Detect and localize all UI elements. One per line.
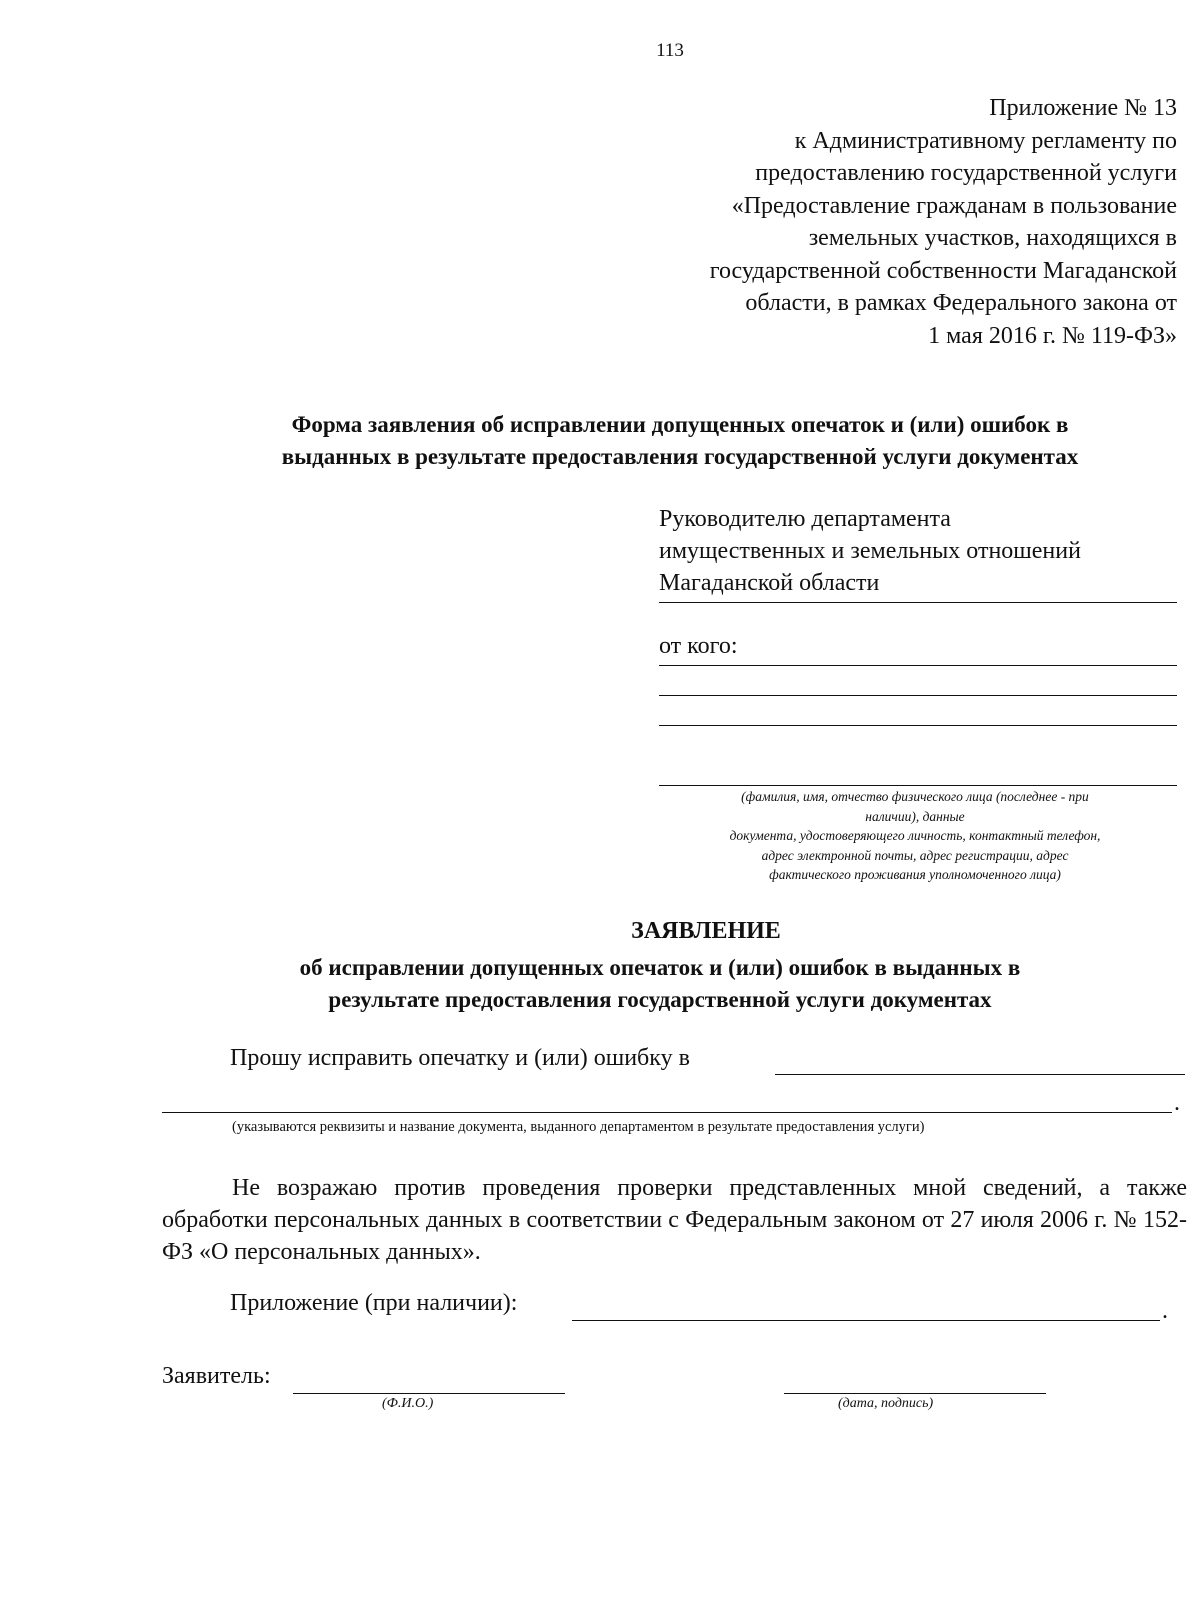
request-caption: (указываются реквизиты и название документа, выданного департаментом в результате предоставления услуги) — [232, 1119, 925, 1135]
form-title-line: выданных в результате предоставления государственной услуги документах — [281, 444, 1079, 469]
appendix-line: государственной собственности Магаданской — [709, 257, 1177, 284]
statement-subtitle-line: результате предоставления государственной услуги документах — [328, 987, 992, 1012]
attachment-period: . — [1162, 1298, 1168, 1324]
request-text: Прошу исправить опечатку и (или) ошибку в — [230, 1045, 690, 1071]
sender-caption-line: адрес электронной почты, адрес регистрации, адрес — [761, 847, 1069, 863]
addressee-line: Магаданской области — [659, 570, 880, 596]
request-blank-line[interactable] — [162, 1112, 1172, 1113]
addressee-line: Руководителю департамента — [659, 506, 951, 532]
sender-blank-line[interactable] — [659, 785, 1177, 786]
page-number: 113 — [656, 40, 684, 61]
statement-subtitle-line: об исправлении допущенных опечаток и (или) ошибок в выданных в — [299, 955, 1021, 980]
sender-blank-line[interactable] — [659, 725, 1177, 726]
sender-caption — [660, 787, 1170, 885]
attachment-blank-line[interactable] — [572, 1320, 1160, 1321]
appendix-line: предоставлению государственной услуги — [755, 160, 1177, 186]
sender-caption-line: наличии), данные — [865, 808, 965, 824]
appendix-line: земельных участков, находящихся в — [808, 225, 1177, 251]
addressee-blank-line[interactable] — [659, 602, 1177, 603]
applicant-name-line[interactable] — [293, 1393, 565, 1394]
statement-title: ЗАЯВЛЕНИЕ — [631, 918, 781, 944]
applicant-label: Заявитель: — [162, 1363, 271, 1389]
applicant-signature-line[interactable] — [784, 1393, 1046, 1394]
sender-blank-line[interactable] — [659, 695, 1177, 696]
attachment-label: Приложение (при наличии): — [230, 1290, 518, 1316]
request-period: . — [1174, 1090, 1180, 1116]
appendix-line: к Административному регламенту по — [794, 127, 1177, 154]
sender-blank-line[interactable] — [659, 665, 1177, 666]
form-title — [160, 409, 1200, 473]
consent-paragraph: Не возражаю против проведения проверки представленных мной сведений, а также обработки персональных данных в соответствии с Федеральным законом от 27 июля 2006 г. № 152-ФЗ «О персональных данных». — [162, 1175, 1187, 1265]
request-blank-line[interactable] — [775, 1074, 1185, 1075]
appendix-line: области, в рамках Федерального закона от — [745, 290, 1177, 316]
sender-caption-line: фактического проживания уполномоченного лица) — [769, 867, 1061, 882]
sender-caption-line: (фамилия, имя, отчество физического лица (последнее - при — [741, 789, 1089, 804]
form-title-line: Форма заявления об исправлении допущенных опечаток и (или) ошибок в — [291, 412, 1069, 437]
appendix-line: 1 мая 2016 г. № 119-ФЗ» — [928, 322, 1177, 349]
fio-caption: (Ф.И.О.) — [382, 1396, 434, 1411]
appendix-header — [537, 92, 1177, 352]
addressee-line: имущественных и земельных отношений — [659, 538, 1081, 564]
appendix-line: «Предоставление гражданам в пользование — [731, 192, 1177, 219]
from-label: от кого: — [659, 633, 738, 659]
statement-subtitle — [140, 952, 1180, 1016]
date-signature-caption: (дата, подпись) — [838, 1396, 934, 1411]
sender-caption-line: документа, удостоверяющего личность, контактный телефон, — [729, 828, 1101, 843]
appendix-line: Приложение № 13 — [989, 95, 1177, 121]
addressee-block — [659, 503, 1179, 599]
